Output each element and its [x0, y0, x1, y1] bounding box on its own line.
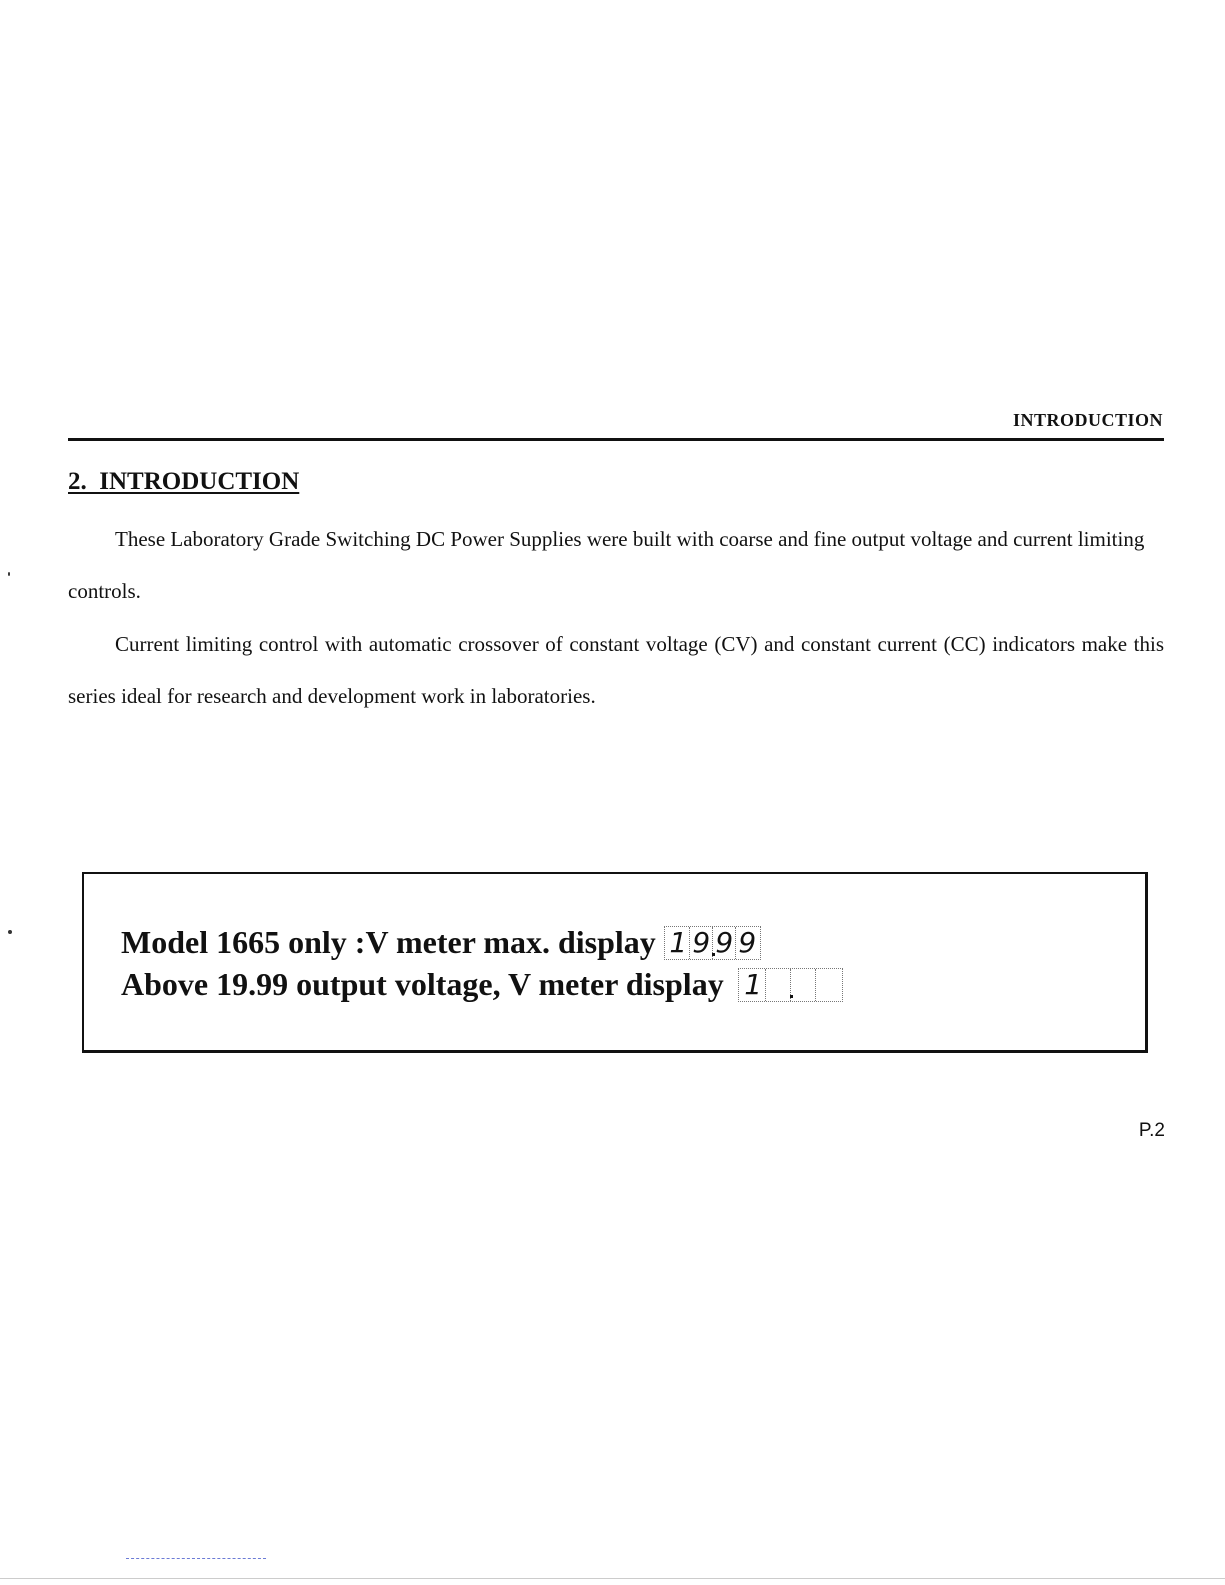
paragraph-intro — [68, 513, 1164, 617]
paragraph-crossover — [68, 618, 1164, 722]
lcd-digit — [791, 969, 816, 1001]
lcd-digit: 9 — [713, 927, 736, 959]
lcd-digit: 1 — [741, 969, 766, 1001]
lcd-digit: 9 — [690, 927, 713, 959]
lcd-max-display — [664, 926, 761, 960]
page-bottom-edge — [0, 1578, 1225, 1579]
footnote-separator — [126, 1558, 266, 1559]
paragraph-crossover-text: Current limiting control with automatic crossover of constant voltage (CV) and constant current (CC) indicators make this series ideal for research and development work in laboratories. — [68, 632, 1164, 708]
page-number: P.2 — [1138, 1120, 1165, 1141]
lcd-digit — [766, 969, 791, 1001]
scan-speck — [8, 572, 10, 576]
lcd-digit: 9 — [738, 925, 756, 959]
scan-speck — [8, 930, 12, 934]
header-rule — [68, 438, 1164, 441]
running-header: INTRODUCTION — [1012, 410, 1163, 430]
paragraph-intro-text: These Laboratory Grade Switching DC Power Supplies were built with coarse and fine output voltage and current limiting controls. — [68, 527, 1145, 603]
note-line-overflow-display-text: Above 19.99 output voltage, V meter display — [121, 966, 724, 1002]
lcd-overflow-display — [738, 968, 843, 1002]
note-line-max-display — [121, 924, 761, 961]
section-heading: 2. INTRODUCTION — [68, 468, 300, 495]
lcd-digit: 1 — [667, 927, 690, 959]
model-note-box — [82, 872, 1148, 1053]
note-line-overflow-display — [121, 966, 843, 1003]
note-line-max-display-text: Model 1665 only :V meter max. display — [121, 924, 656, 960]
lcd-digit — [816, 969, 840, 1001]
